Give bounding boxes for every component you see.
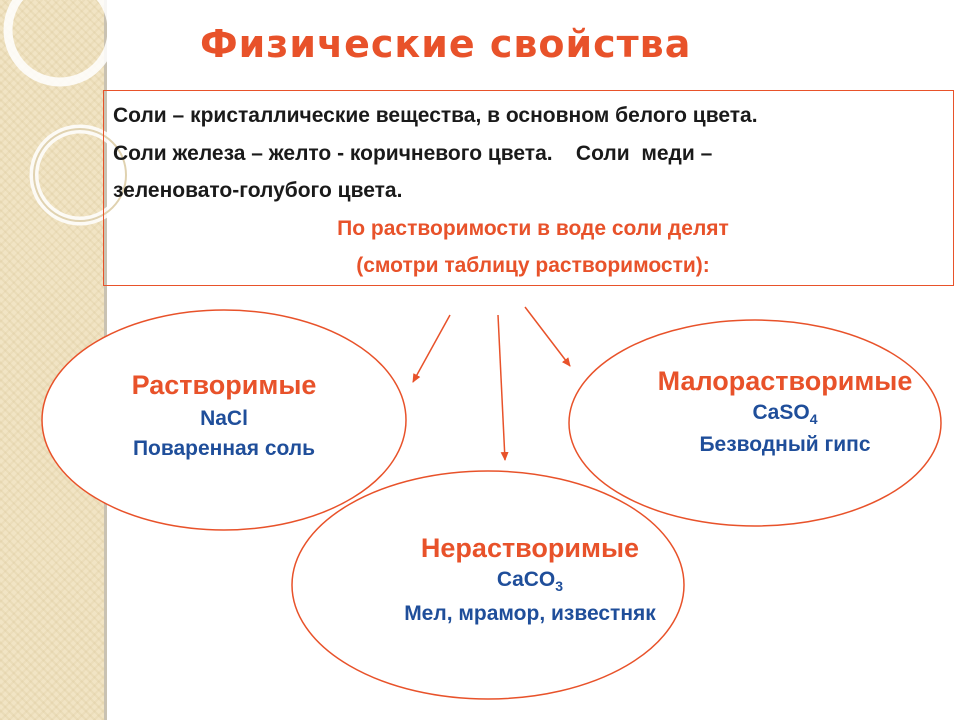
soluble-formula: NaCl bbox=[200, 407, 248, 430]
slightly-soluble-formula-sub: 4 bbox=[809, 411, 818, 428]
insoluble-title: Нерастворимые bbox=[420, 533, 640, 563]
slightly-soluble-formula-base: CaSO bbox=[752, 401, 810, 424]
intro-red-line-1: По растворимости в воде соли делят bbox=[337, 217, 729, 240]
arrow-to-soluble bbox=[413, 315, 450, 382]
category-slightly-soluble bbox=[610, 366, 960, 457]
intro-red-line-2: (смотри таблицу растворимости): bbox=[356, 254, 710, 277]
slightly-soluble-description: Безводный гипс bbox=[699, 433, 871, 457]
category-soluble bbox=[74, 370, 374, 461]
insoluble-formula bbox=[350, 568, 710, 594]
insoluble-description: Мел, мрамор, известняк bbox=[404, 602, 656, 626]
intro-line-1: Соли – кристаллические вещества, в основном белого цвета. bbox=[113, 104, 758, 127]
slightly-soluble-title: Малорастворимые bbox=[657, 366, 913, 396]
intro-line-2: Соли железа – желто - коричневого цвета. Соли меди – bbox=[113, 142, 713, 165]
slide-title: Физические свойства bbox=[200, 22, 692, 66]
arrow-to-insoluble bbox=[498, 315, 505, 460]
insoluble-formula-base: CaCO bbox=[496, 568, 556, 591]
arrow-to-slightly-soluble bbox=[525, 307, 570, 366]
soluble-description: Поваренная соль bbox=[132, 437, 316, 460]
category-insoluble bbox=[350, 533, 710, 626]
insoluble-formula-sub: 3 bbox=[555, 578, 564, 595]
soluble-title: Растворимые bbox=[131, 370, 317, 400]
intro-line-3: зеленовато-голубого цвета. bbox=[113, 179, 403, 202]
slightly-soluble-formula bbox=[610, 401, 960, 427]
